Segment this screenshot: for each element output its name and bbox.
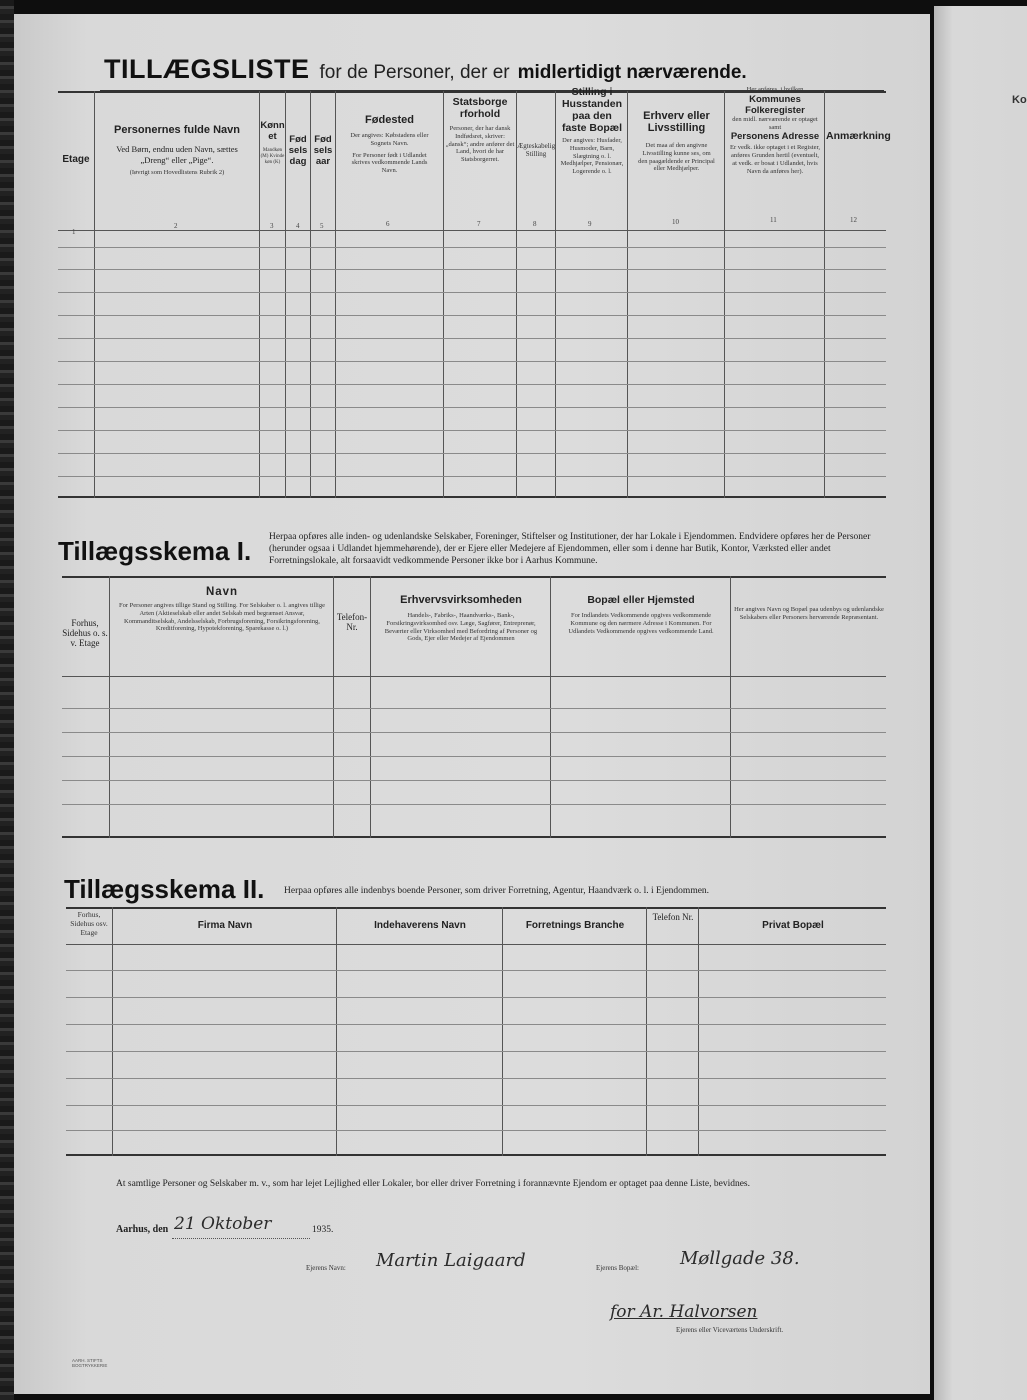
schema2-description: Herpaa opføres alle indenbys boende Personer, som driver Forretning, Agentur, Haandværk o. l. i Ejendommen. <box>284 886 710 896</box>
col-registry-header: Her anføres, i hvilken Kommunes Folkeregister den midl. nærværende er optaget samt Personens Adresse Er vedk. ikke optaget i et Register, anføres Grunden hertil (eventuelt, at vedk. er bosat i Udlandet, hvis Navn da anføres her). <box>730 86 820 175</box>
col-name-header: Personernes fulde Navn Ved Børn, endnu uden Navn, sættes „Dreng“ eller „Pige“. (Iøvrigt som Hovedlistens Rubrik 2) <box>114 124 240 177</box>
s1-col-business-header: Erhvervsvirksomheden Handels-, Fabriks-, Haandværks-, Bank-, Forsikringsvirksomhed osv. Læge, Sagfører, Entreprenør, Beværter eller Virksomhed med Befordring af Personer og Gods, Ejer eller Medejer af Ejendommen <box>384 594 538 643</box>
signature: for Ar. Halvorsen <box>610 1302 758 1322</box>
date-handwritten: 21 Oktober <box>174 1214 272 1234</box>
signature-label: Ejerens eller Viceværtens Underskrift. <box>676 1326 784 1334</box>
s1-col-name-header: Navn For Personer angives tillige Stand og Stilling. For Selskaber o. l. angives tillige Arten (Aktieselskab eller andet Selskab med begrænset Ansvar, Kommanditselskab, Andelsselskab, Forbrugsforening, Forsikringsforening, Kreditforening, Hypotekforening, Sparekasse o. l.) <box>119 586 325 633</box>
col-etage-header: Etage <box>62 154 90 165</box>
year-text: 1935. <box>312 1225 334 1235</box>
col-remark-header: Anmærkning <box>826 130 891 142</box>
owner-name-signature: Martin Laigaard <box>376 1250 526 1271</box>
s2-col-branch-header: Forretnings Branche <box>525 920 625 931</box>
col-household-header: Stilling i Husstanden paa den faste Bopæl Der angives: Husfader, Husmoder, Barn, Slægtning o. l. Medhjælper, Pensionær, Logerende o. l. <box>560 86 624 176</box>
s2-col-phone-header: Telefon Nr. <box>652 912 694 922</box>
printer-mark: AARH. STIFTS BOGTRYKKERIE <box>72 1358 108 1369</box>
s2-col-address-header: Privat Bopæl <box>762 920 824 931</box>
date-line <box>172 1238 310 1239</box>
s1-col-residence-header: Bopæl eller Hjemsted For Indlandets Vedkommende opgives vedkommende Kommune og den nærmere Adresse i Kommunen. For Udlandets Vedkommende opgives vedkommende Land. <box>568 594 714 635</box>
col-birthyear-header: Fødselsaar <box>313 134 333 167</box>
book-binding <box>0 0 14 1400</box>
declaration-text: At samtlige Personer og Selskaber m. v., som har lejet Lejlighed eller Lokaler, bor eller driver Forretning i forannævnte Ejendom er optaget paa denne Liste, bevidnes. <box>116 1179 750 1189</box>
s2-col-floor-header: Forhus, Sidehus osv. Etage <box>70 910 108 937</box>
col-birthday-header: Fødselsdag <box>288 134 308 167</box>
owner-name-label: Ejerens Navn: <box>306 1264 346 1272</box>
schema2-title: Tillægsskema II. <box>64 874 265 904</box>
col-marital-header: Ægteskabelig Stilling <box>517 142 556 159</box>
col-citizenship-header: Statsborgerforhold Personer, der har dansk Indfødsret, skriver: „dansk“; andre anfører det Land, hvori de har Statsborgerret. <box>445 96 515 164</box>
owner-address-label: Ejerens Bopæl: <box>596 1264 639 1272</box>
schema1-description: Herpaa opføres alle inden- og udenlandske Selskaber, Foreninger, Stiftelser og Institutioner, der har Lokale i Ejendommen. Endvidere opføres her de Personer (herunder ogsaa i Udlandet hjemmehørende), der er Ejere eller Medejere af Ejendommen, eller som i denne har Butik, Kontor, Værksted eller andet Forretningslokale, alt forsaavidt vedkommende Personer ikke bor i Aarhus Kommune. <box>269 532 871 566</box>
adjacent-page <box>934 6 1027 1400</box>
s1-col-representative-header: Her angives Navn og Bopæl paa udenbys og udenlandske Selskabers eller Personers herværende Repræsentant. <box>734 606 884 621</box>
place-label: Aarhus, den <box>116 1224 169 1235</box>
owner-address-handwritten: Møllgade 38. <box>680 1248 800 1269</box>
census-form-page: TILLÆGSLISTE for de Personer, der er midlertidigt nærværende. Etage Personernes fulde Navn Ved Børn, endnu uden Navn, sættes „Dreng“ eller „Pige“. (Iøvrigt som Hovedlistens Rubrik 2) Kønnet Mandkøn (M) Kvindekøn (K) Fødselsdag Fødselsaar Fødested Der angives: Købstadens eller Sognets Navn. For Personer født i Udlandet skrives vedkommende Lands Navn. Statsborgerforhold Personer, der har dansk Indfødsret, skriver: „dansk“; andre anfører det Land, hvori de har Statsborgerret. Ægteskabelig Stilling Stilling i Husstanden paa den faste Bopæl Der angives: Husfader, Husmoder, Barn, Slægtning o. l. Medhjælper, Pensionær, Logerende o. l. Erhverv eller Livsstilling Det maa af den angivne Livsstilling kunne ses, om den paagældende er Principal eller Medhjælper. Her anføres, i hvilken Kommunes Folkeregister den midl. nærværende er optaget samt Personens Adresse Er vedk. ikke optaget i et Register, anføres Grunden hertil (eventuelt, at vedk. er bosat i Udlandet, hvis Navn da anføres her). Anmærkning 1 2 3 4 5 6 7 8 9 10 11 12 Tillægsskema I. Herpaa opføres alle inden- og udenlandske Selskaber, Foreninger, Stiftelser og Institutioner, der har Lokale i Ejendommen. Endvidere opføres her de Personer (herunder ogsaa i Udlandet hjemmehørende), der er Ejere eller Medejere af Ejendommen, eller som i denne har Butik, Kontor, Værksted eller andet Forretningslokale, alt forsaavidt vedkommende Personer ikke bor i Aarhus Kommune. Forhus, Sidehus o. s. v. Etage Navn For Personer angives tillige Stand og Stilling. For Selskaber o. l. angives tillige Arten (Aktieselskab eller andet Selskab med begrænset Ansvar, Kommanditselskab, Andelsselskab, Forbrugsforening, Forsikringsforening, Kreditforening, Hypotekforening, Sparekasse o. l.) Telefon-Nr. Erhvervsvirksomheden Handels-, Fabriks-, Haandværks-, Bank-, Forsikringsvirksomhed osv. Læge, Sagfører, Entreprenør, Beværter eller Virksomhed med Befordring af Personer og Gods, Ejer eller Medejer af Ejendommen Bopæl eller Hjemsted For Indlandets Vedkommende opgives vedkommende Kommune og den nærmere Adresse i Kommunen. For Udlandets Vedkommende opgives vedkommende Land. Her angives Navn og Bopæl paa udenbys og udenlandske Selskabers eller Personers herværende Repræsentant. Tillægsskema II. Herpaa opføres alle indenbys boende Personer, som driver Forretning, Agentur, Haandværk o. l. i Ejendommen. Forhus, Sidehus osv. Etage Firma Navn Indehaverens Navn Forretnings Branche Telefon Nr. Privat Bopæl At samtlige Personer og Selskaber m. v., som har lejet Lejlighed eller Lokaler, bor eller driver Forretning i forannævnte Ejendom er optaget paa denne Liste, bevidnes. Aarhus, den 21 Oktober 1935. Ejerens Navn: Martin Laigaard Ejerens Bopæl: Møllgade 38. for Ar. Halvorsen Ejerens eller Viceværtens Underskrift. AARH. STIFTS BOGTRYKKERIE <box>14 14 930 1394</box>
col-occupation-header: Erhverv eller Livsstilling Det maa af den angivne Livsstilling kunne ses, om den paagældende er Principal eller Medhjælper. <box>638 110 715 173</box>
s1-col-phone-header: Telefon-Nr. <box>336 612 368 632</box>
col-gender-header: Kønnet Mandkøn (M) Kvindekøn (K) <box>260 120 285 165</box>
adjacent-page-text: Ko <box>1012 94 1027 106</box>
s2-col-firm-header: Firma Navn <box>197 920 253 931</box>
main-title: TILLÆGSLISTE for de Personer, der er midlertidigt nærværende. <box>104 54 747 84</box>
s1-col-floor-header: Forhus, Sidehus o. s. v. Etage <box>62 618 108 648</box>
schema1-title: Tillægsskema I. <box>58 536 252 566</box>
col-birthplace-header: Fødested Der angives: Købstadens eller Sognets Navn. For Personer født i Udlandet skrives vedkommende Lands Navn. <box>350 114 429 175</box>
s2-col-owner-header: Indehaverens Navn <box>374 920 466 931</box>
